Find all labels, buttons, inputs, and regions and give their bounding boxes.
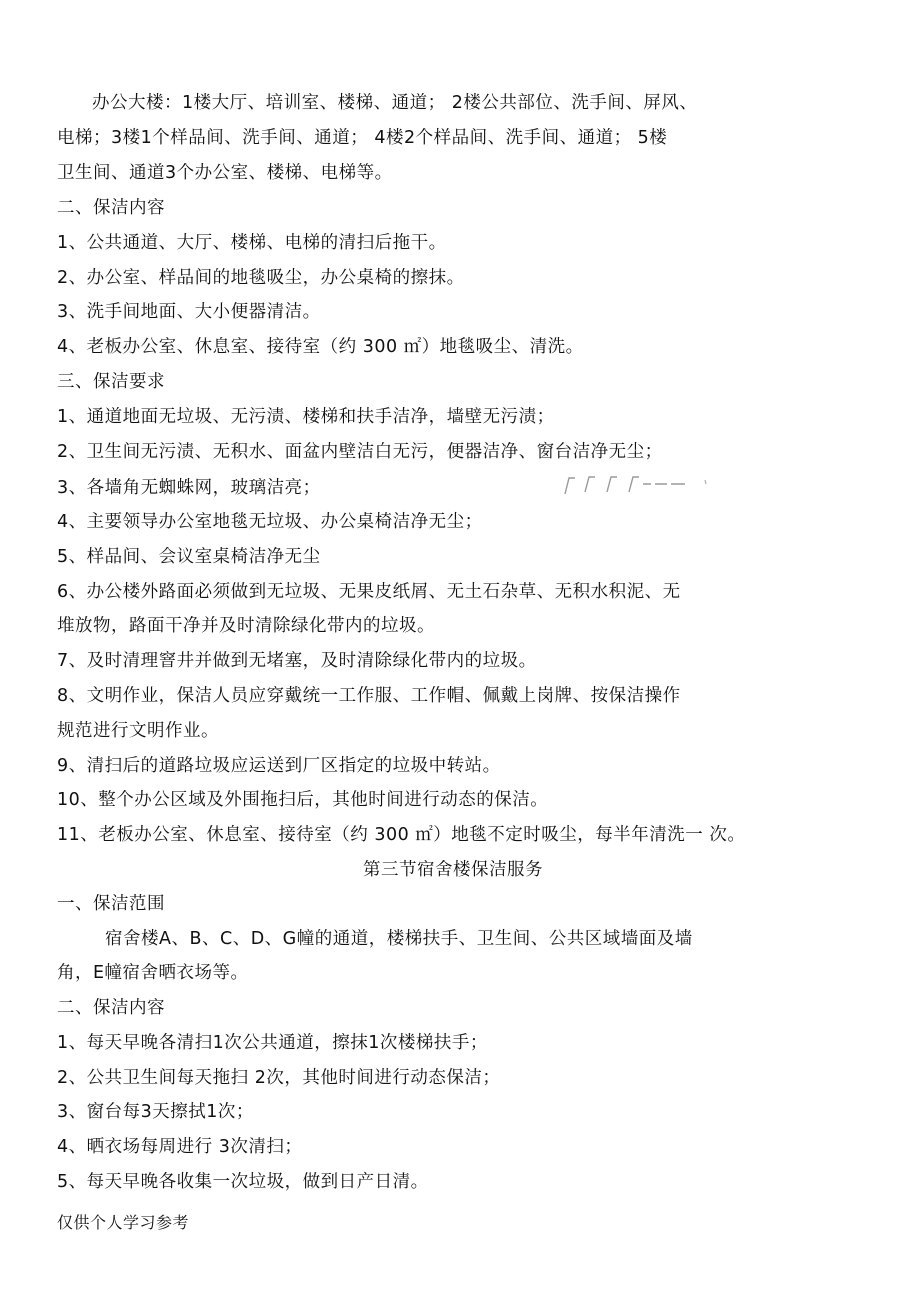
dorm-content-item-2: 2、公共卫生间每天拖扫 2次，其他时间进行动态保洁；	[57, 1068, 501, 1088]
requirement-item-11: 11、老板办公室、休息室、接待室（约 300 ㎡）地毯不定时吸尘，每半年清洗一 次。	[57, 825, 746, 845]
scope-dormitory-line-2: 角，E幢宿舍晒衣场等。	[57, 963, 249, 983]
section-title-dormitory: 第三节宿舍楼保洁服务	[363, 860, 543, 880]
requirement-item-5: 5、样品间、会议室桌椅洁净无尘	[57, 547, 321, 567]
dorm-content-item-5: 5、每天早晚各收集一次垃圾，做到日产日清。	[57, 1172, 429, 1192]
content-item-3: 3、洗手间地面、大小便器清洁。	[57, 302, 321, 322]
requirement-item-8-line-1: 8、文明作业，保洁人员应穿戴统一工作服、工作帽、佩戴上岗牌、按保洁操作	[57, 686, 681, 706]
requirement-item-1: 1、通道地面无垃圾、无污渍、楼梯和扶手洁净，墙壁无污渍；	[57, 407, 555, 427]
handwritten-scribble	[555, 472, 715, 498]
content-item-2: 2、办公室、样品间的地毯吸尘，办公桌椅的擦抹。	[57, 268, 465, 288]
dorm-content-item-1: 1、每天早晚各清扫1次公共通道，擦抹1次楼梯扶手；	[57, 1033, 488, 1053]
section-heading-dormitory-content: 二、保洁内容	[57, 998, 165, 1018]
footer-note: 仅供个人学习参考	[57, 1213, 190, 1232]
section-heading-cleaning-content: 二、保洁内容	[57, 198, 165, 218]
content-item-4: 4、老板办公室、休息室、接待室（约 300 ㎡）地毯吸尘、清洗。	[57, 337, 584, 357]
requirement-item-2: 2、卫生间无污渍、无积水、面盆内壁洁白无污，便器洁净、窗台洁净无尘；	[57, 442, 663, 462]
content-item-1: 1、公共通道、大厅、楼梯、电梯的清扫后拖干。	[57, 233, 447, 253]
scope-office-line-3: 卫生间、通道3个办公室、楼梯、电梯等。	[57, 163, 393, 183]
requirement-item-10: 10、整个办公区域及外围拖扫后，其他时间进行动态的保洁。	[57, 790, 549, 810]
scope-dormitory-line-1: 宿舍楼A、B、C、D、G幢的通道，楼梯扶手、卫生间、公共区域墙面及墙	[105, 929, 693, 949]
scope-office-line-1: 办公大楼：1楼大厅、培训室、楼梯、通道； 2楼公共部位、洗手间、屏风、	[92, 93, 698, 113]
requirement-item-8-line-2: 规范进行文明作业。	[57, 721, 219, 741]
requirement-item-6-line-1: 6、办公楼外路面必须做到无垃圾、无果皮纸屑、无土石杂草、无积水积泥、无	[57, 582, 681, 602]
requirement-item-6-line-2: 堆放物，路面干净并及时清除绿化带内的垃圾。	[57, 616, 435, 636]
requirement-item-4: 4、主要领导办公室地毯无垃圾、办公桌椅洁净无尘；	[57, 512, 483, 532]
requirement-item-9: 9、清扫后的道路垃圾应运送到厂区指定的垃圾中转站。	[57, 756, 501, 776]
requirement-item-7: 7、及时清理窨井并做到无堵塞，及时清除绿化带内的垃圾。	[57, 651, 537, 671]
dorm-content-item-3: 3、窗台每3天擦拭1次；	[57, 1102, 254, 1122]
dorm-content-item-4: 4、晒衣场每周进行 3次清扫；	[57, 1137, 303, 1157]
section-heading-cleaning-scope: 一、保洁范围	[57, 894, 165, 914]
section-heading-cleaning-requirements: 三、保洁要求	[57, 372, 165, 392]
requirement-item-3: 3、各墙角无蜘蛛网，玻璃洁亮；	[57, 478, 321, 498]
scope-office-line-2: 电梯；3楼1个样品间、洗手间、通道； 4楼2个样品间、洗手间、通道； 5楼	[57, 128, 668, 148]
